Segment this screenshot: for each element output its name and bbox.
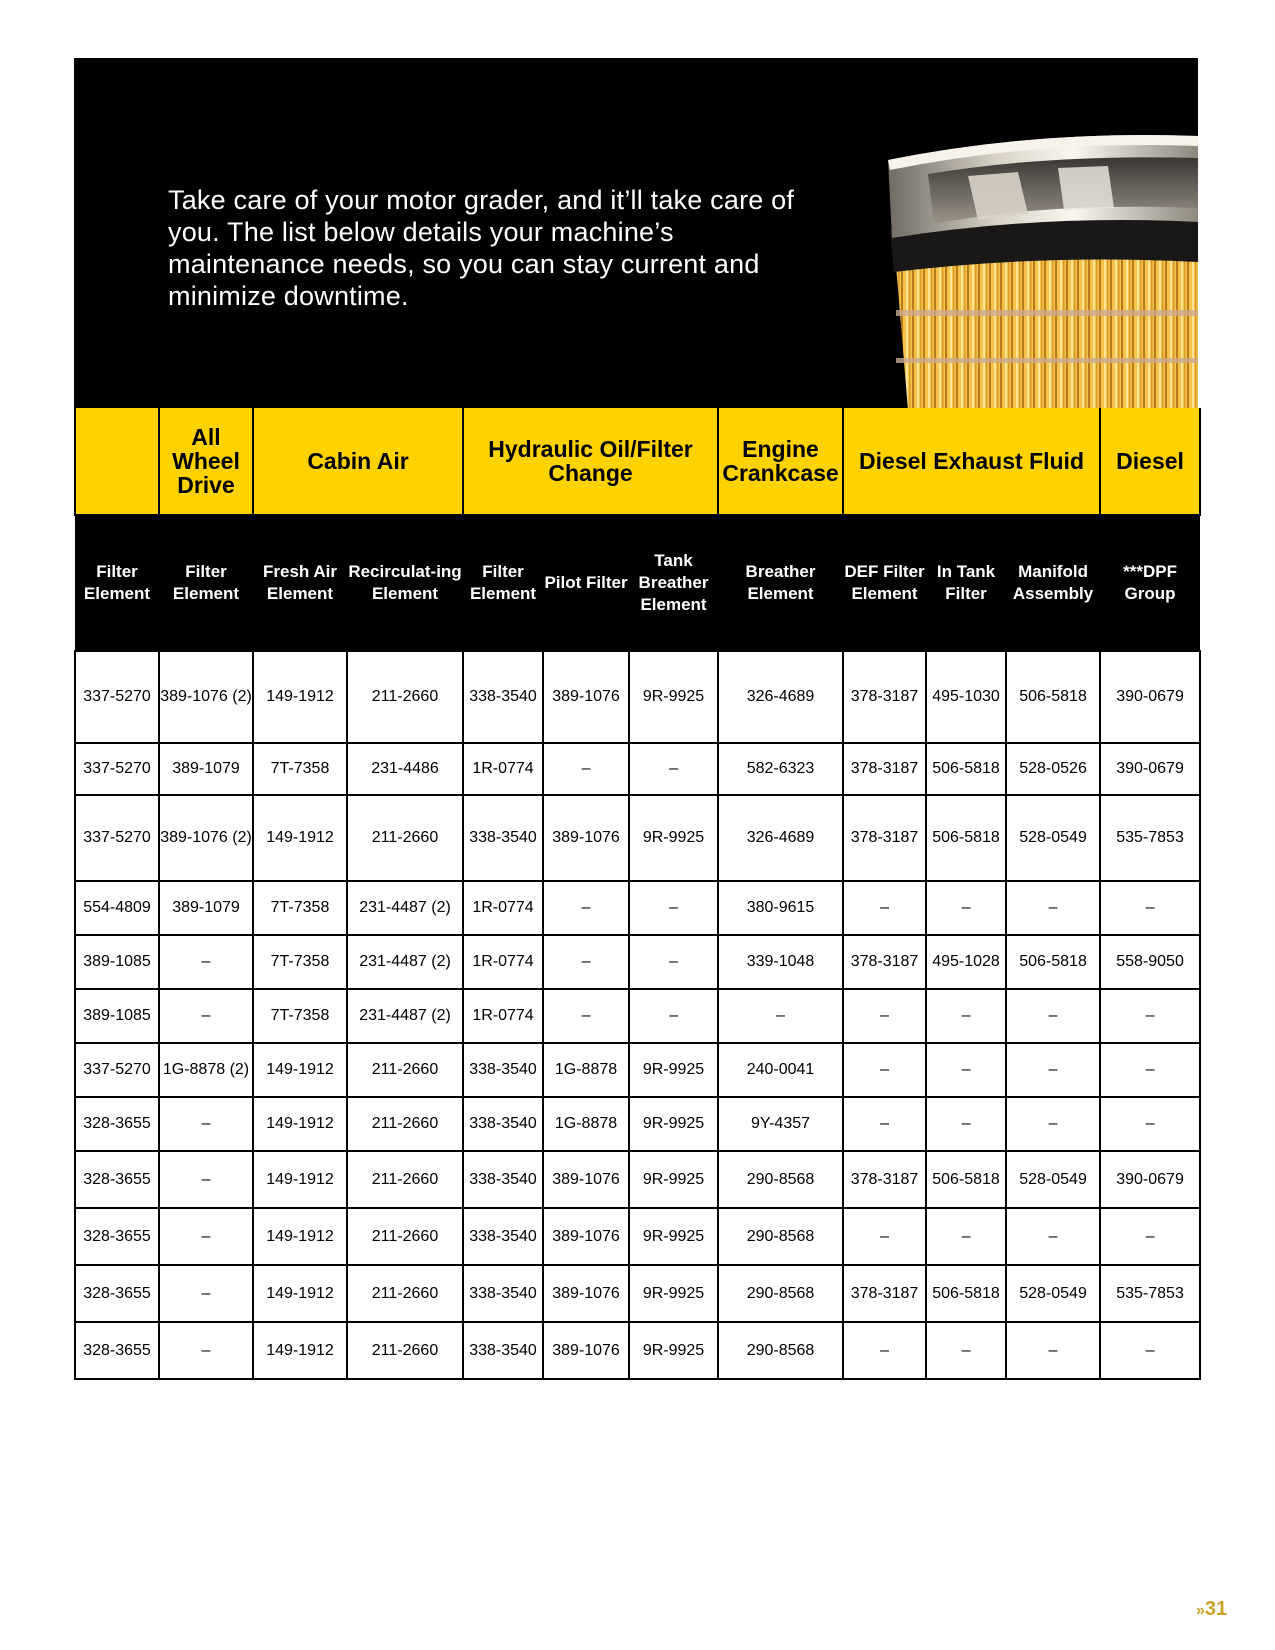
table-row bbox=[75, 1265, 1200, 1322]
table-cell: – bbox=[843, 1043, 926, 1097]
group-header: Hydraulic Oil/Filter Change bbox=[463, 408, 718, 515]
column-header: Filter Element bbox=[159, 515, 253, 651]
column-header: Breather Element bbox=[718, 515, 843, 651]
table-cell: – bbox=[159, 1265, 253, 1322]
table-cell: – bbox=[843, 881, 926, 935]
table-cell: 328-3655 bbox=[75, 1097, 159, 1151]
table-cell: 528-0549 bbox=[1006, 795, 1100, 881]
table-cell: 328-3655 bbox=[75, 1265, 159, 1322]
group-header bbox=[75, 408, 159, 515]
page-marker: » bbox=[1196, 1602, 1205, 1619]
table-cell: 390-0679 bbox=[1100, 651, 1200, 743]
table-row bbox=[75, 935, 1200, 989]
table-cell: – bbox=[543, 935, 629, 989]
table-cell: – bbox=[843, 1322, 926, 1379]
table-body bbox=[75, 651, 1200, 1379]
table-cell: – bbox=[629, 881, 718, 935]
table-cell: 211-2660 bbox=[347, 1322, 463, 1379]
oil-filter-image bbox=[868, 130, 1198, 408]
table-cell: – bbox=[159, 989, 253, 1043]
table-cell: – bbox=[1100, 1322, 1200, 1379]
table-cell: 535-7853 bbox=[1100, 795, 1200, 881]
table-cell: – bbox=[1100, 1043, 1200, 1097]
table-cell: 338-3540 bbox=[463, 1151, 543, 1208]
table-cell: 211-2660 bbox=[347, 1265, 463, 1322]
intro-text: Take care of your motor grader, and it’ll take care of you. The list below details your machine’s maintenance needs, so you can stay current and minimize downtime. bbox=[168, 185, 795, 311]
table-row bbox=[75, 989, 1200, 1043]
table-cell: 389-1076 bbox=[543, 651, 629, 743]
table-cell: – bbox=[843, 989, 926, 1043]
table-cell: 328-3655 bbox=[75, 1208, 159, 1265]
table-cell: 554-4809 bbox=[75, 881, 159, 935]
table-cell: 558-9050 bbox=[1100, 935, 1200, 989]
table-cell: 149-1912 bbox=[253, 651, 347, 743]
table-cell: – bbox=[1006, 989, 1100, 1043]
group-header: Diesel bbox=[1100, 408, 1200, 515]
table-cell: – bbox=[926, 881, 1006, 935]
table-cell: 7T-7358 bbox=[253, 881, 347, 935]
table-cell: 9R-9925 bbox=[629, 1265, 718, 1322]
table-cell: 328-3655 bbox=[75, 1151, 159, 1208]
maintenance-parts-table bbox=[74, 408, 1201, 1380]
table-cell: 9R-9925 bbox=[629, 795, 718, 881]
table-cell: – bbox=[1100, 1208, 1200, 1265]
table-cell: 389-1076 (2) bbox=[159, 651, 253, 743]
column-header: DEF Filter Element bbox=[843, 515, 926, 651]
table-cell: – bbox=[1006, 1043, 1100, 1097]
table-cell: 231-4486 bbox=[347, 743, 463, 795]
table-row bbox=[75, 1322, 1200, 1379]
column-header: Recirculat-ing Element bbox=[347, 515, 463, 651]
table-cell: – bbox=[926, 1322, 1006, 1379]
page-number-value: 31 bbox=[1204, 1598, 1228, 1620]
table-cell: 149-1912 bbox=[253, 1265, 347, 1322]
table-cell: 1G-8878 bbox=[543, 1097, 629, 1151]
table-cell: 231-4487 (2) bbox=[347, 989, 463, 1043]
table-cell: 1R-0774 bbox=[463, 935, 543, 989]
table-cell: 506-5818 bbox=[1006, 651, 1100, 743]
table-cell: – bbox=[1100, 881, 1200, 935]
column-header: ***DPF Group bbox=[1100, 515, 1200, 651]
table-cell: 390-0679 bbox=[1100, 1151, 1200, 1208]
table-row bbox=[75, 881, 1200, 935]
table-cell: 378-3187 bbox=[843, 743, 926, 795]
table-cell: 389-1076 bbox=[543, 1151, 629, 1208]
table-cell: 389-1076 bbox=[543, 795, 629, 881]
table-cell: 211-2660 bbox=[347, 651, 463, 743]
table-cell: 528-0526 bbox=[1006, 743, 1100, 795]
table-cell: 290-8568 bbox=[718, 1208, 843, 1265]
column-header: Filter Element bbox=[75, 515, 159, 651]
group-header: Cabin Air bbox=[253, 408, 463, 515]
table-cell: 9R-9925 bbox=[629, 1322, 718, 1379]
table-cell: 378-3187 bbox=[843, 1265, 926, 1322]
table-cell: 1R-0774 bbox=[463, 881, 543, 935]
table-cell: – bbox=[543, 743, 629, 795]
table-cell: 9R-9925 bbox=[629, 1208, 718, 1265]
table-cell: 7T-7358 bbox=[253, 935, 347, 989]
column-header: Manifold Assembly bbox=[1006, 515, 1100, 651]
table-cell: 231-4487 (2) bbox=[347, 935, 463, 989]
table-cell: 338-3540 bbox=[463, 1265, 543, 1322]
table-cell: 290-8568 bbox=[718, 1265, 843, 1322]
table-cell: 339-1048 bbox=[718, 935, 843, 989]
group-header: All Wheel Drive bbox=[159, 408, 253, 515]
table-cell: 337-5270 bbox=[75, 743, 159, 795]
table-cell: 378-3187 bbox=[843, 651, 926, 743]
table-row bbox=[75, 651, 1200, 743]
table-cell: 506-5818 bbox=[1006, 935, 1100, 989]
table-cell: 9Y-4357 bbox=[718, 1097, 843, 1151]
table-cell: 9R-9925 bbox=[629, 1151, 718, 1208]
table-cell: 9R-9925 bbox=[629, 1043, 718, 1097]
table-cell: – bbox=[629, 989, 718, 1043]
table-cell: 495-1028 bbox=[926, 935, 1006, 989]
column-header: In Tank Filter bbox=[926, 515, 1006, 651]
table-cell: – bbox=[926, 1208, 1006, 1265]
table-cell: – bbox=[926, 1043, 1006, 1097]
table-cell: 149-1912 bbox=[253, 795, 347, 881]
column-header: Filter Element bbox=[463, 515, 543, 651]
table-cell: – bbox=[1100, 1097, 1200, 1151]
table-cell: 7T-7358 bbox=[253, 989, 347, 1043]
table-cell: 389-1076 bbox=[543, 1265, 629, 1322]
table-cell: 495-1030 bbox=[926, 651, 1006, 743]
table-cell: – bbox=[926, 1097, 1006, 1151]
table-cell: 506-5818 bbox=[926, 795, 1006, 881]
table-cell: 389-1079 bbox=[159, 881, 253, 935]
table-row bbox=[75, 1151, 1200, 1208]
table-cell: 380-9615 bbox=[718, 881, 843, 935]
table-cell: 211-2660 bbox=[347, 1151, 463, 1208]
table-cell: – bbox=[159, 1097, 253, 1151]
table-cell: – bbox=[543, 989, 629, 1043]
group-header-row bbox=[75, 408, 1200, 515]
table-cell: 528-0549 bbox=[1006, 1151, 1100, 1208]
table-cell: – bbox=[543, 881, 629, 935]
table-cell: 290-8568 bbox=[718, 1322, 843, 1379]
table-cell: 149-1912 bbox=[253, 1322, 347, 1379]
table-cell: – bbox=[926, 989, 1006, 1043]
table-cell: 231-4487 (2) bbox=[347, 881, 463, 935]
table-row bbox=[75, 795, 1200, 881]
table-cell: 9R-9925 bbox=[629, 651, 718, 743]
table-cell: 378-3187 bbox=[843, 1151, 926, 1208]
table-cell: 211-2660 bbox=[347, 795, 463, 881]
table-cell: 506-5818 bbox=[926, 1151, 1006, 1208]
group-header: Engine Crankcase bbox=[718, 408, 843, 515]
column-header-row bbox=[75, 515, 1200, 651]
table-cell: – bbox=[718, 989, 843, 1043]
table-cell: 149-1912 bbox=[253, 1097, 347, 1151]
hero-banner bbox=[74, 58, 1198, 408]
table-cell: 535-7853 bbox=[1100, 1265, 1200, 1322]
table-cell: – bbox=[159, 1151, 253, 1208]
table-cell: – bbox=[1006, 881, 1100, 935]
table-cell: 506-5818 bbox=[926, 1265, 1006, 1322]
table-cell: – bbox=[629, 935, 718, 989]
column-header: Pilot Filter bbox=[543, 515, 629, 651]
table-cell: – bbox=[843, 1097, 926, 1151]
page-number bbox=[1196, 1598, 1227, 1621]
table-row bbox=[75, 1097, 1200, 1151]
table-cell: 506-5818 bbox=[926, 743, 1006, 795]
table-cell: 338-3540 bbox=[463, 1322, 543, 1379]
table-cell: 378-3187 bbox=[843, 795, 926, 881]
table-cell: 326-4689 bbox=[718, 795, 843, 881]
table-cell: – bbox=[1006, 1097, 1100, 1151]
table-cell: 338-3540 bbox=[463, 651, 543, 743]
table-cell: – bbox=[159, 1208, 253, 1265]
table-cell: 389-1076 (2) bbox=[159, 795, 253, 881]
table-cell: 1R-0774 bbox=[463, 989, 543, 1043]
table-cell: 326-4689 bbox=[718, 651, 843, 743]
table-cell: 337-5270 bbox=[75, 1043, 159, 1097]
table-cell: 211-2660 bbox=[347, 1043, 463, 1097]
table-cell: 211-2660 bbox=[347, 1208, 463, 1265]
table-cell: – bbox=[1006, 1208, 1100, 1265]
table-cell: 389-1079 bbox=[159, 743, 253, 795]
table-cell: – bbox=[843, 1208, 926, 1265]
table-cell: 211-2660 bbox=[347, 1097, 463, 1151]
table-cell: 389-1085 bbox=[75, 989, 159, 1043]
table-cell: 290-8568 bbox=[718, 1151, 843, 1208]
table-cell: 390-0679 bbox=[1100, 743, 1200, 795]
table-cell: – bbox=[1100, 989, 1200, 1043]
table-cell: 337-5270 bbox=[75, 651, 159, 743]
table-cell: 389-1076 bbox=[543, 1208, 629, 1265]
table-cell: – bbox=[1006, 1322, 1100, 1379]
table-cell: 240-0041 bbox=[718, 1043, 843, 1097]
table-cell: – bbox=[159, 935, 253, 989]
table-cell: 149-1912 bbox=[253, 1151, 347, 1208]
table-cell: 1G-8878 bbox=[543, 1043, 629, 1097]
table-cell: 338-3540 bbox=[463, 1208, 543, 1265]
table-cell: 389-1085 bbox=[75, 935, 159, 989]
table-cell: – bbox=[629, 743, 718, 795]
table-cell: 337-5270 bbox=[75, 795, 159, 881]
column-header: Fresh Air Element bbox=[253, 515, 347, 651]
table-cell: 378-3187 bbox=[843, 935, 926, 989]
table-cell: 149-1912 bbox=[253, 1043, 347, 1097]
table-cell: – bbox=[159, 1322, 253, 1379]
table-cell: 1G-8878 (2) bbox=[159, 1043, 253, 1097]
group-header: Diesel Exhaust Fluid bbox=[843, 408, 1100, 515]
table-cell: 1R-0774 bbox=[463, 743, 543, 795]
table-cell: 338-3540 bbox=[463, 1043, 543, 1097]
table-cell: 338-3540 bbox=[463, 1097, 543, 1151]
table-cell: 328-3655 bbox=[75, 1322, 159, 1379]
table-row bbox=[75, 1043, 1200, 1097]
table-cell: 7T-7358 bbox=[253, 743, 347, 795]
table-cell: 149-1912 bbox=[253, 1208, 347, 1265]
table-cell: 338-3540 bbox=[463, 795, 543, 881]
table-row bbox=[75, 1208, 1200, 1265]
table-cell: 9R-9925 bbox=[629, 1097, 718, 1151]
table-row bbox=[75, 743, 1200, 795]
table-cell: 528-0549 bbox=[1006, 1265, 1100, 1322]
table-cell: 582-6323 bbox=[718, 743, 843, 795]
column-header: Tank Breather Element bbox=[629, 515, 718, 651]
table-cell: 389-1076 bbox=[543, 1322, 629, 1379]
